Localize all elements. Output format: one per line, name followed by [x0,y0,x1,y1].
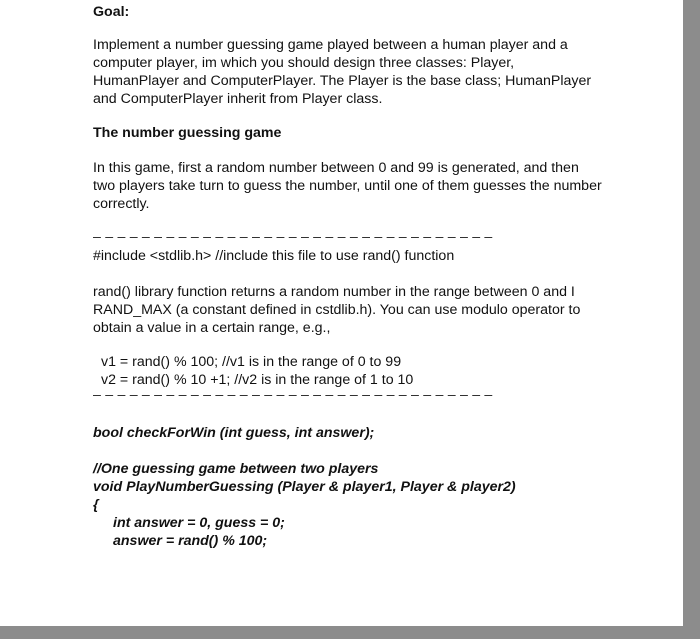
separator-top: – – – – – – – – – – – – – – – – – – – – – – – – – – – – – – – – – [93,229,493,245]
separator-bottom: – – – – – – – – – – – – – – – – – – – – – – – – – – – – – – – – – [93,387,493,403]
game-line-2: two players take turn to guess the number, until one of them guesses the number [93,178,602,194]
open-brace: { [93,497,99,513]
rand-info-line-2: RAND_MAX (a constant defined in cstdlib.h). You can use modulo operator to [93,302,581,318]
goal-line-4: and ComputerPlayer inherit from Player class. [93,91,383,107]
game-heading: The number guessing game [93,125,282,141]
rand-info-line-3: obtain a value in a certain range, e.g., [93,320,331,336]
goal-line-3: HumanPlayer and ComputerPlayer. The Player is the base class; HumanPlayer [93,73,592,89]
game-line-1: In this game, first a random number between 0 and 99 is generated, and then [93,160,579,176]
code-body-line-1: int answer = 0, guess = 0; [113,515,285,531]
code-body-line-2: answer = rand() % 100; [113,533,268,549]
include-line: #include <stdlib.h> //include this file to use rand() function [93,248,455,264]
rand-info-line-1: rand() library function returns a random number in the range between 0 and I [93,284,575,300]
example-line-2: v2 = rand() % 10 +1; //v2 is in the range of 1 to 10 [101,372,414,388]
check-for-win-declaration: bool checkForWin (int guess, int answer); [93,425,375,441]
goal-line-1: Implement a number guessing game played between a human player and a [93,37,568,53]
code-comment: //One guessing game between two players [93,461,379,477]
game-line-3: correctly. [93,196,150,212]
goal-line-2: computer player, im which you should design three classes: Player, [93,55,515,71]
example-line-1: v1 = rand() % 100; //v1 is in the range of 0 to 99 [101,354,402,370]
function-signature: void PlayNumberGuessing (Player & player1, Player & player2) [93,479,516,495]
goal-heading: Goal: [93,4,130,20]
